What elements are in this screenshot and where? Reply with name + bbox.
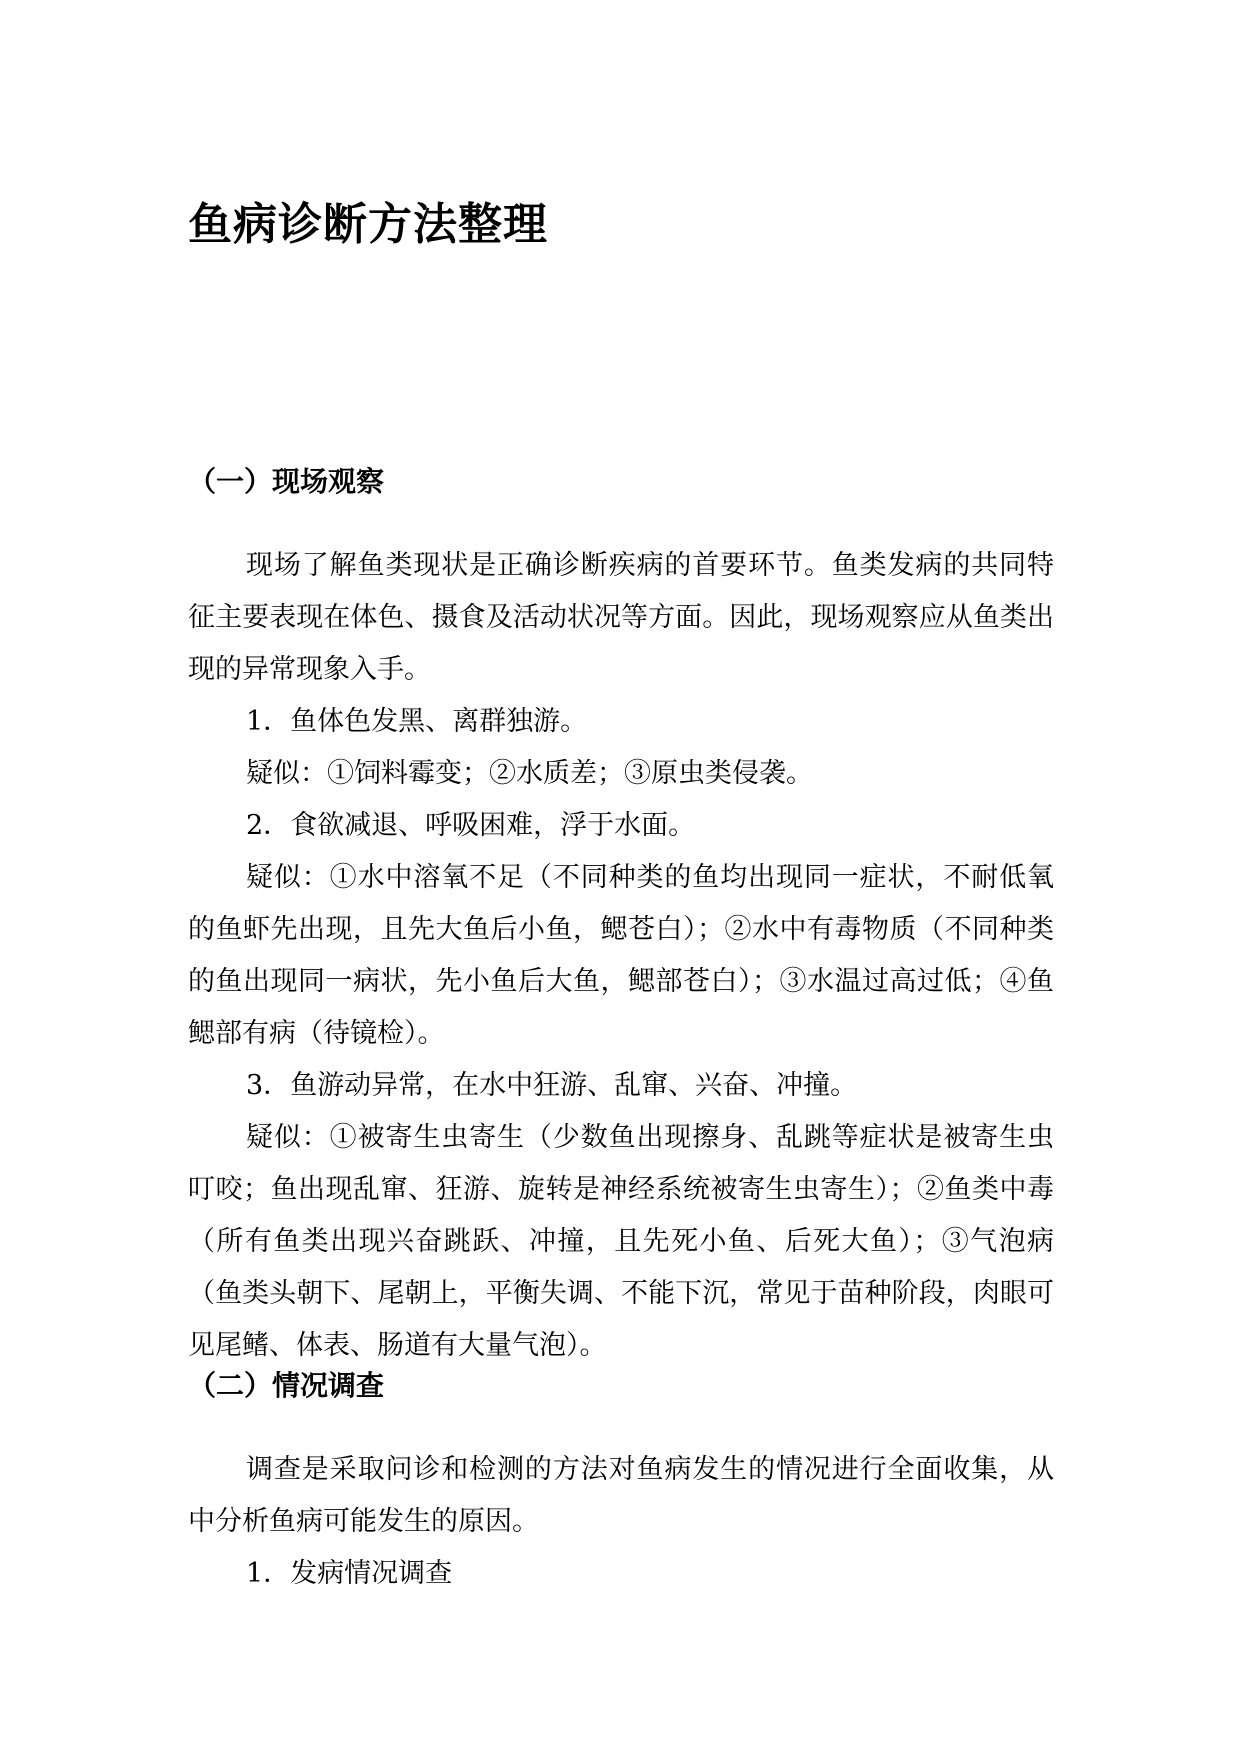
section-field-observation	[188, 462, 1054, 1372]
body-paragraph: 调查是采取问诊和检测的方法对鱼病发生的情况进行全面收集，从中分析鱼病可能发生的原因。	[188, 1454, 1054, 1537]
list-item: 2．食欲减退、呼吸困难，浮于水面。	[246, 810, 696, 841]
list-item: 1．鱼体色发黑、离群独游。	[246, 706, 588, 737]
suspected-causes: 疑似：①被寄生虫寄生（少数鱼出现擦身、乱跳等症状是被寄生虫叮咬；鱼出现乱窜、狂游、旋转是神经系统被寄生虫寄生）；②鱼类中毒（所有鱼类出现兴奋跳跃、冲撞，且先死小鱼、后死大鱼）；③气泡病（鱼类头朝下、尾朝上，平衡失调、不能下沉，常见于苗种阶段，肉眼可见尾鳍、体表、肠道有大量气泡）。	[188, 1122, 1054, 1361]
section-situation-survey	[188, 1366, 1054, 1600]
section-heading: （一）现场观察	[188, 465, 385, 498]
list-item: 1．发病情况调查	[246, 1558, 453, 1589]
suspected-causes: 疑似：①水中溶氧不足（不同种类的鱼均出现同一症状，不耐低氧的鱼虾先出现，且先大鱼后小鱼，鳃苍白）；②水中有毒物质（不同种类的鱼出现同一病状，先小鱼后大鱼，鳃部苍白）；③水温过高过低；④鱼鳃部有病（待镜检）。	[188, 862, 1054, 1049]
section-heading: （二）情况调查	[188, 1369, 385, 1402]
suspected-causes: 疑似：①饲料霉变；②水质差；③原虫类侵袭。	[246, 758, 813, 789]
document-title: 鱼病诊断方法整理	[188, 199, 548, 250]
list-item: 3．鱼游动异常，在水中狂游、乱窜、兴奋、冲撞。	[246, 1070, 858, 1101]
body-paragraph: 现场了解鱼类现状是正确诊断疾病的首要环节。鱼类发病的共同特征主要表现在体色、摄食及活动状况等方面。因此，现场观察应从鱼类出现的异常现象入手。	[188, 550, 1054, 685]
